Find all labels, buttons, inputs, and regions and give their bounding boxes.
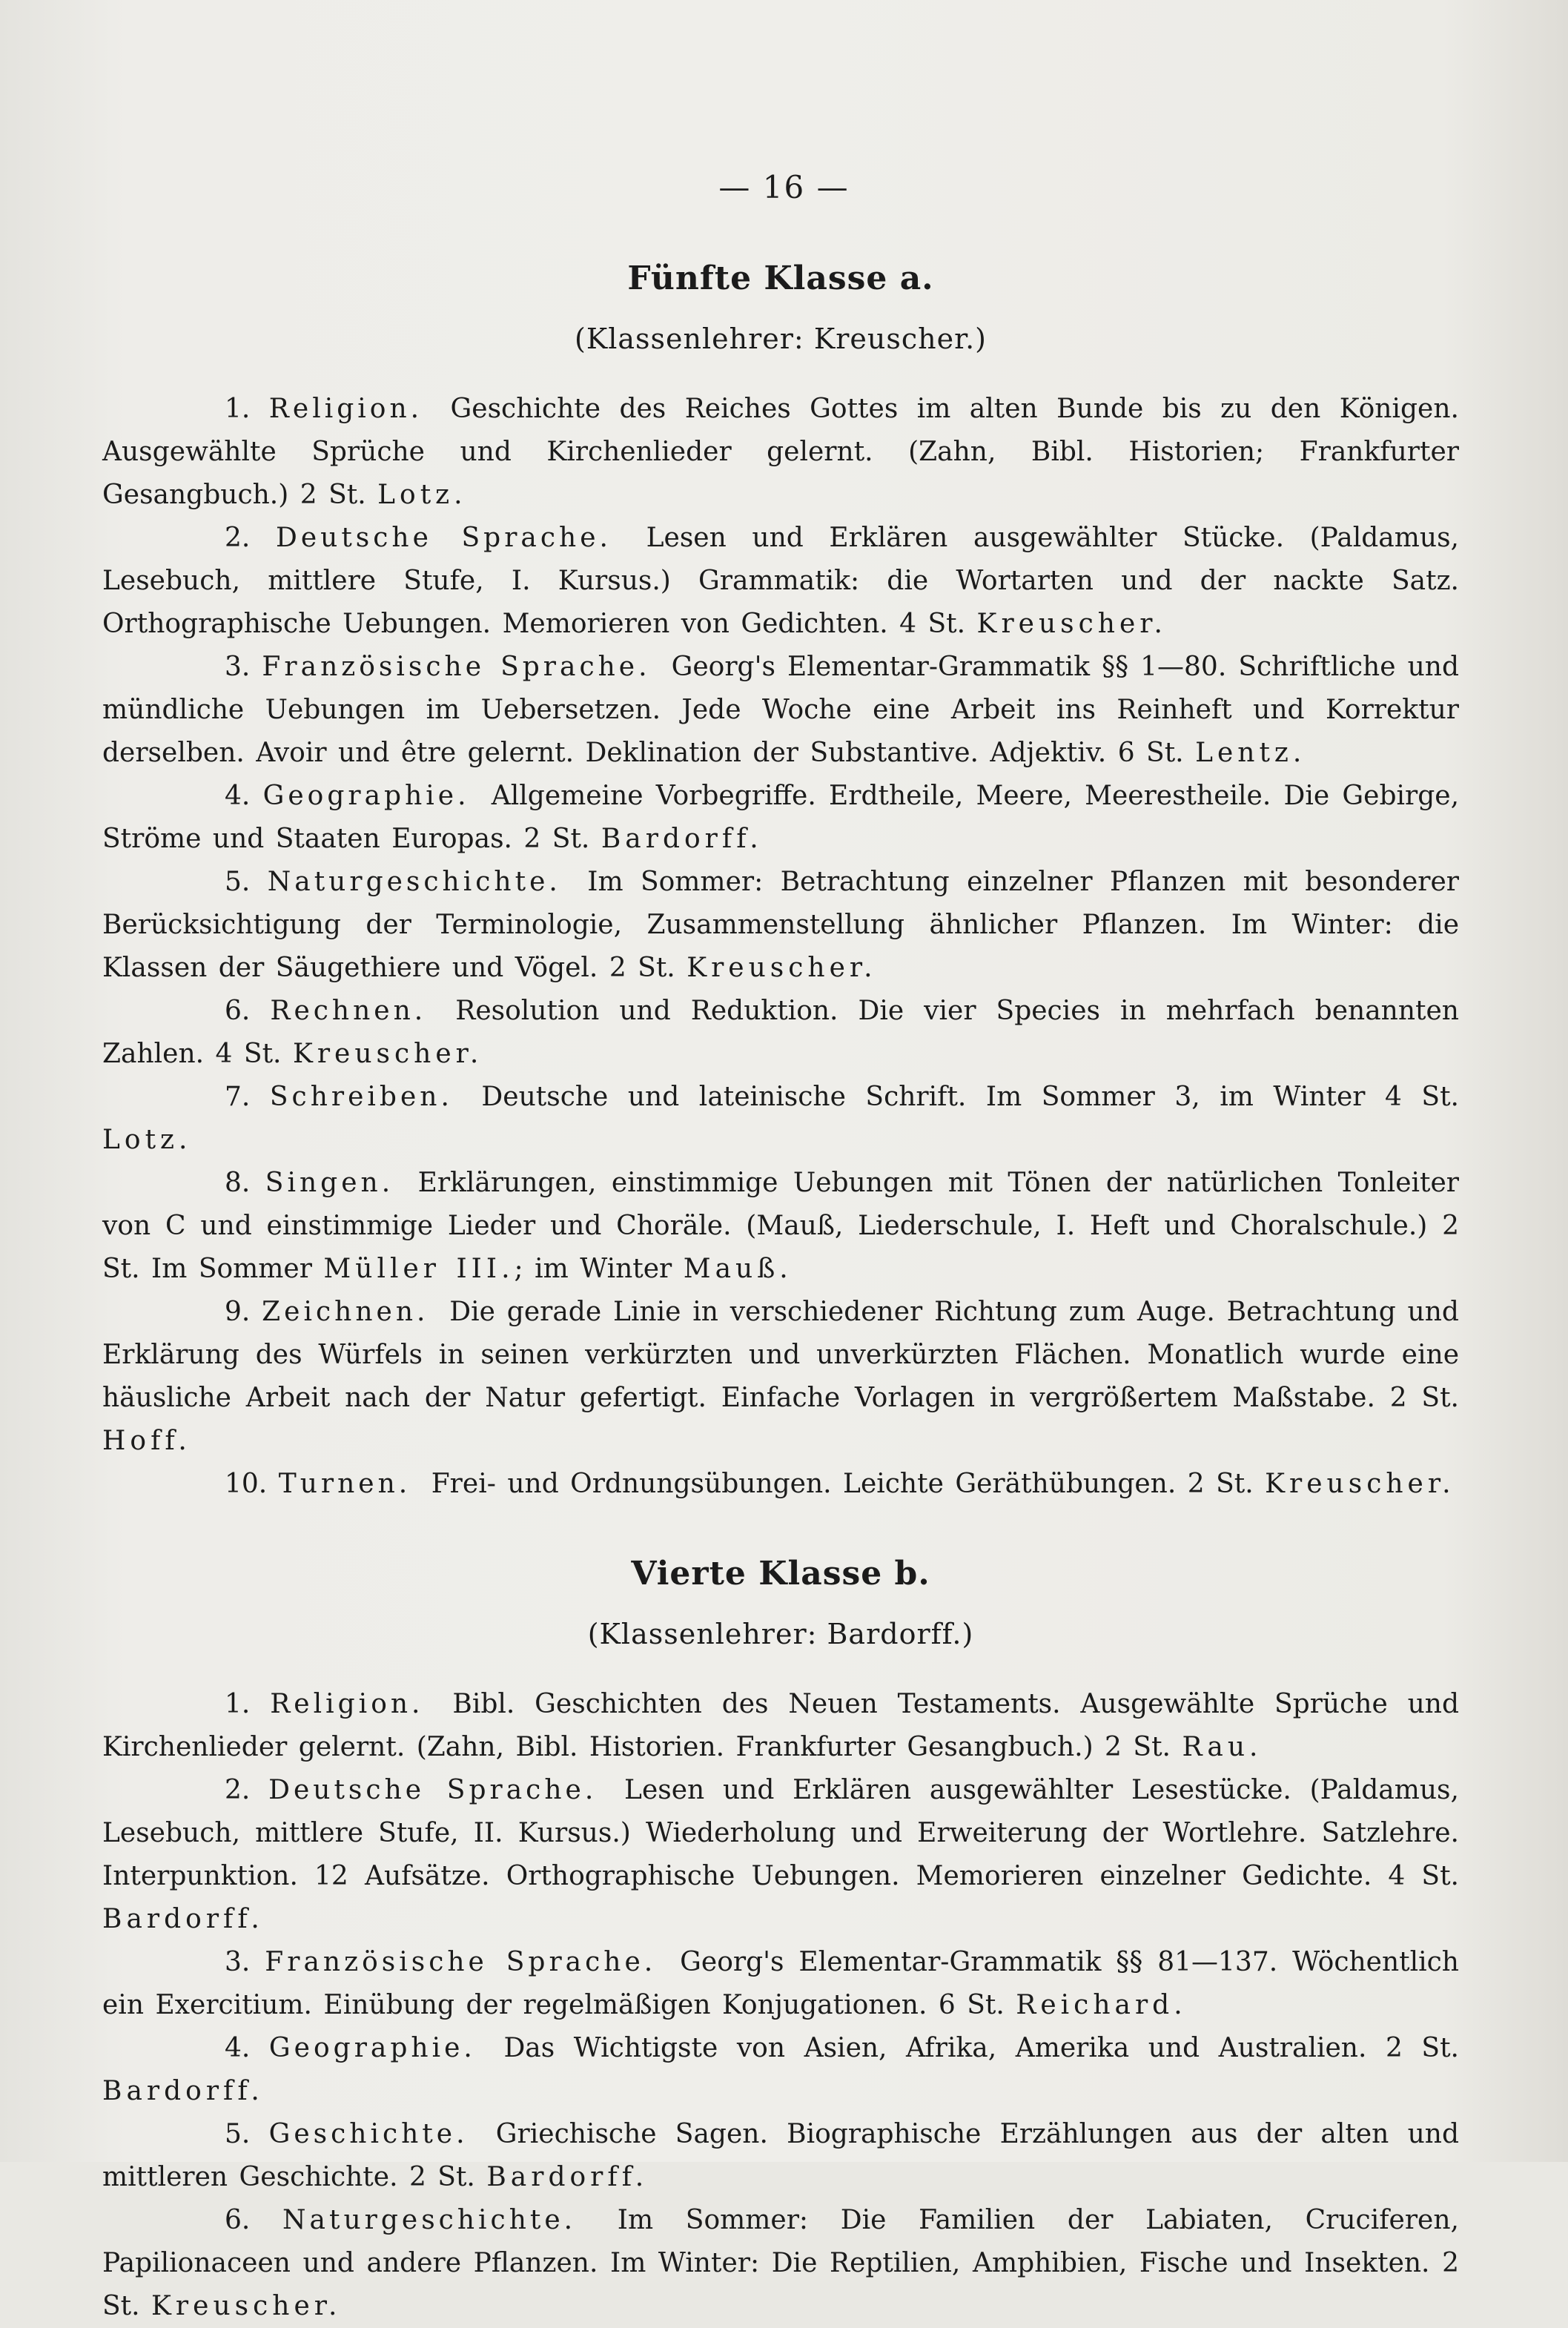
subject-number: 4.	[225, 781, 251, 811]
subject-teacher: Müller III.	[323, 1254, 515, 1284]
subject-number: 2.	[225, 523, 251, 553]
subject-name: Geschichte.	[268, 2119, 469, 2149]
subject-description: Deutsche und lateinische Schrift. Im Sommer 3, im Winter 4 St.	[481, 1082, 1459, 1112]
class-teacher-note: (Klassenlehrer: Bardorff.)	[587, 1618, 974, 1650]
subject-teacher: Kreuscher.	[687, 953, 877, 983]
subject-description: Resolution und Reduktion. Die vier Species in mehrfach benannten Zahlen. 4 St.	[102, 996, 1459, 1069]
subject-name: Naturgeschichte.	[267, 867, 561, 897]
subject-teacher: Bardorff.	[486, 2162, 649, 2192]
subject-number: 2.	[225, 1775, 251, 1805]
subject-number: 8.	[225, 1168, 251, 1198]
subject-number: 5.	[225, 2119, 251, 2149]
subject-name: Naturgeschichte.	[282, 2205, 577, 2235]
subject-number: 6.	[225, 2205, 251, 2235]
subject-name: Singen.	[265, 1168, 394, 1198]
subject-entry	[102, 388, 1459, 517]
subject-description: Griechische Sagen. Biographische Erzählungen aus der alten und mittleren Geschichte. 2 St.	[102, 2119, 1460, 2192]
subject-description: Bibl. Geschichten des Neuen Testaments. Ausgewählte Sprüche und Kirchenlieder gelernt. (Zahn, Bibl. Historien. Frankfurter Gesangbuch.) 2 St.	[102, 1689, 1460, 1762]
section-vierte-klasse	[102, 1555, 1459, 2328]
subject-name: Religion.	[268, 394, 423, 424]
subject-teacher: Kreuscher.	[151, 2291, 342, 2321]
subject-list	[102, 1683, 1459, 2328]
subject-description: Geschichte des Reiches Gottes im alten Bunde bis zu den Königen. Ausgewählte Sprüche und Kirchenlieder gelernt. (Zahn, Bibl. Historien; Frankfurter Gesangbuch.) 2 St.	[102, 394, 1459, 510]
subject-teacher: Bardorff.	[102, 1904, 264, 1934]
subject-name: Rechnen.	[270, 996, 427, 1026]
subject-name: Zeichnen.	[262, 1297, 429, 1327]
subject-description: Georg's Elementar-Grammatik §§ 1—80. Schriftliche und mündliche Uebungen im Uebersetzen. Jede Woche eine Arbeit ins Reinheft und Korrektur derselben. Avoir und être gelernt. Deklination der Substantive. Adjektiv. 6 St.	[102, 652, 1459, 768]
subject-name: Geographie.	[268, 2033, 476, 2063]
subject-teacher-winter: Mauß.	[683, 1254, 793, 1284]
subject-number: 1.	[225, 1689, 251, 1719]
subject-entry	[102, 2199, 1459, 2328]
subject-number: 9.	[225, 1297, 251, 1327]
subject-description: Das Wichtigste von Asien, Afrika, Amerika und Australien. 2 St.	[503, 2033, 1460, 2063]
class-teacher-note: (Klassenlehrer: Kreuscher.)	[575, 323, 987, 355]
page-content	[102, 259, 1459, 2328]
subject-name: Französische Sprache.	[262, 652, 651, 682]
subject-name: Turnen.	[278, 1469, 411, 1499]
page-number: — 16 —	[718, 169, 850, 205]
subject-teacher: Bardorff.	[601, 824, 763, 854]
subject-name: Religion.	[270, 1689, 424, 1719]
subject-list	[102, 388, 1459, 1506]
subject-teacher: Reichard.	[1016, 1990, 1187, 2020]
subject-description: Die gerade Linie in verschiedener Richtung zum Auge. Betrachtung und Erklärung des Würfels in seinen verkürzten und unverkürzten Flächen. Monatlich wurde eine häusliche Arbeit nach der Natur gefertigt. Einfache Vorlagen in vergrößertem Maßstabe. 2 St.	[102, 1297, 1459, 1413]
subject-teacher: Lotz.	[102, 1125, 192, 1155]
subject-number: 4.	[225, 2033, 251, 2063]
subject-teacher: Kreuscher.	[292, 1039, 483, 1069]
subject-entry	[102, 1162, 1459, 1291]
subject-description: Im Sommer: Die Familien der Labiaten, Cruciferen, Papilionaceen und andere Pflanzen. Im Winter: Die Reptilien, Amphibien, Fische und Insekten. 2 St.	[102, 2205, 1459, 2321]
subject-entry	[102, 1769, 1459, 1941]
subject-description: Lesen und Erklären ausgewählter Stücke. (Paldamus, Lesebuch, mittlere Stufe, I. Kursus.) Grammatik: die Wortarten und der nackte Satz. Orthographische Uebungen. Memorieren von Gedichten. 4 St.	[102, 523, 1460, 639]
subject-entry	[102, 2027, 1459, 2113]
subject-entry	[102, 1683, 1459, 1769]
subject-teacher: Lentz.	[1195, 738, 1306, 768]
subject-name: Geographie.	[262, 781, 470, 811]
subject-name: Deutsche Sprache.	[275, 523, 612, 553]
subject-entry	[102, 1291, 1459, 1463]
subject-number: 6.	[225, 996, 251, 1026]
subject-description: Erklärungen, einstimmige Uebungen mit Tönen der natürlichen Tonleiter von C und einstimmige Lieder und Choräle. (Mauß, Liederschule, I. Heft und Choralschule.) 2 St. Im Sommer	[102, 1168, 1460, 1284]
subject-entry	[102, 646, 1459, 775]
subject-teacher: Bardorff.	[102, 2076, 264, 2106]
subject-entry	[102, 861, 1459, 990]
subject-number: 3.	[225, 652, 251, 682]
subject-number: 1.	[225, 394, 251, 424]
subject-entry	[102, 1941, 1459, 2027]
subject-name: Deutsche Sprache.	[268, 1775, 598, 1805]
subject-number: 3.	[225, 1947, 251, 1977]
subject-teacher: Lotz.	[377, 480, 467, 510]
subject-entry	[102, 990, 1459, 1076]
subject-description: Lesen und Erklären ausgewählter Lesestücke. (Paldamus, Lesebuch, mittlere Stufe, II. Kursus.) Wiederholung und Erweiterung der Wortlehre. Satzlehre. Interpunktion. 12 Aufsätze. Orthographische Uebungen. Memorieren einzelner Gedichte. 4 St.	[102, 1775, 1459, 1891]
subject-description: Allgemeine Vorbegriffe. Erdtheile, Meere, Meerestheile. Die Gebirge, Ströme und Staaten Europas. 2 St.	[102, 781, 1460, 854]
subject-teacher: Rau.	[1182, 1732, 1263, 1762]
subject-entry	[102, 2113, 1459, 2199]
subject-name: Französische Sprache.	[265, 1947, 657, 1977]
subject-entry	[102, 517, 1459, 646]
subject-entry	[102, 775, 1459, 861]
subject-teacher: Hoff.	[102, 1426, 191, 1456]
subject-description-continued: ; im Winter	[514, 1254, 672, 1284]
subject-number: 10.	[225, 1469, 268, 1499]
subject-entry	[102, 1463, 1459, 1506]
subject-entry	[102, 1076, 1459, 1162]
section-fuenfte-klasse	[102, 259, 1459, 1506]
subject-teacher: Kreuscher.	[976, 609, 1167, 639]
section-heading: Vierte Klasse b.	[631, 1555, 930, 1593]
subject-description: Georg's Elementar-Grammatik §§ 81—137. Wöchentlich ein Exercitium. Einübung der regelmäßigen Konjugationen. 6 St.	[102, 1947, 1459, 2020]
subject-teacher: Kreuscher.	[1265, 1469, 1455, 1499]
subject-description: Im Sommer: Betrachtung einzelner Pflanzen mit besonderer Berücksichtigung der Terminologie, Zusammenstellung ähnlicher Pflanzen. Im Winter: die Klassen der Säugethiere und Vögel. 2 St.	[102, 867, 1459, 983]
subject-number: 7.	[225, 1082, 251, 1112]
subject-description: Frei- und Ordnungsübungen. Leichte Geräthübungen. 2 St.	[431, 1469, 1254, 1499]
subject-name: Schreiben.	[269, 1082, 453, 1112]
subject-number: 5.	[225, 867, 251, 897]
section-heading: Fünfte Klasse a.	[627, 259, 934, 297]
